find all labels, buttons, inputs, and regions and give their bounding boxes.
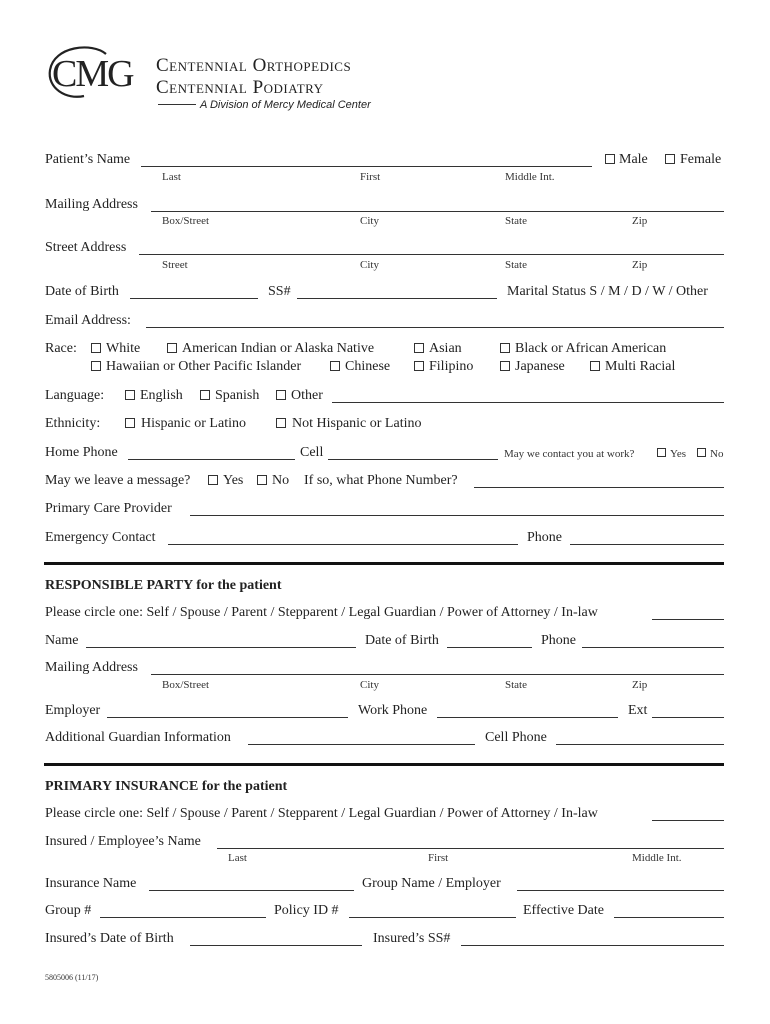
org-name-line1: Centennial Orthopedics (156, 55, 352, 76)
division-rule (158, 104, 196, 105)
lang-other-label: Other (291, 388, 323, 403)
form-code: 5805006 (11/17) (45, 973, 99, 982)
cell-phone-field[interactable] (556, 744, 724, 745)
race-chinese-checkbox[interactable] (330, 361, 340, 371)
home-phone-label: Home Phone (45, 445, 118, 460)
home-phone-field[interactable] (128, 459, 295, 460)
race-hawaiian-label: Hawaiian or Other Pacific Islander (106, 359, 302, 374)
lang-english-checkbox[interactable] (125, 390, 135, 400)
insurance-name-label: Insurance Name (45, 876, 137, 891)
message-label: May we leave a message? (45, 473, 191, 488)
sub-first: First (360, 171, 381, 183)
work-phone-field[interactable] (437, 717, 618, 718)
race-label: Race: (45, 341, 77, 356)
ss-field[interactable] (297, 298, 497, 299)
cell-field[interactable] (328, 459, 498, 460)
responsible-dob-field[interactable] (447, 647, 532, 648)
sub-city: City (360, 259, 379, 271)
contact-work-yes-checkbox[interactable] (657, 448, 666, 457)
responsible-party-heading: RESPONSIBLE PARTY for the patient (45, 578, 282, 593)
street-address-field[interactable] (139, 254, 724, 255)
eth-not-hispanic-checkbox[interactable] (276, 418, 286, 428)
race-black-checkbox[interactable] (500, 343, 510, 353)
cell-phone-label: Cell Phone (485, 730, 547, 745)
responsible-name-field[interactable] (86, 647, 356, 648)
responsible-dob-label: Date of Birth (365, 633, 439, 648)
contact-work-no-checkbox[interactable] (697, 448, 706, 457)
insured-ss-field[interactable] (461, 945, 724, 946)
phone-number-label: If so, what Phone Number? (304, 473, 458, 488)
sub-last: Last (228, 852, 247, 864)
dob-field[interactable] (130, 298, 258, 299)
female-checkbox[interactable] (665, 154, 675, 164)
lang-spanish-checkbox[interactable] (200, 390, 210, 400)
lang-other-checkbox[interactable] (276, 390, 286, 400)
lang-other-field[interactable] (332, 402, 724, 403)
race-multi-checkbox[interactable] (590, 361, 600, 371)
race-asian-label: Asian (429, 341, 462, 356)
guardian-info-field[interactable] (248, 744, 475, 745)
section-divider (44, 763, 724, 766)
insured-name-field[interactable] (217, 848, 724, 849)
message-no-label: No (272, 473, 290, 488)
emergency-phone-field[interactable] (570, 544, 724, 545)
responsible-phone-field[interactable] (582, 647, 724, 648)
sub-boxstreet: Box/Street (162, 679, 210, 691)
emergency-contact-label: Emergency Contact (45, 530, 156, 545)
org-name-line2: Centennial Podiatry (156, 77, 324, 98)
sub-state: State (505, 215, 527, 227)
sub-state: State (505, 679, 527, 691)
sub-middle: Middle Int. (505, 171, 555, 183)
responsible-circle-one[interactable]: Please circle one: Self / Spouse / Parent / Stepparent / Legal Guardian / Power of Attorney / In-law (45, 605, 598, 620)
sub-zip: Zip (632, 215, 648, 227)
group-name-field[interactable] (517, 890, 724, 891)
logo-text: CMG (52, 53, 133, 95)
email-label: Email Address: (45, 313, 131, 328)
mailing-address-label: Mailing Address (45, 197, 138, 212)
effective-date-label: Effective Date (523, 903, 604, 918)
male-label: Male (619, 152, 648, 167)
pcp-label: Primary Care Provider (45, 501, 172, 516)
race-japanese-label: Japanese (515, 359, 565, 374)
message-phone-field[interactable] (474, 487, 724, 488)
ethnicity-label: Ethnicity: (45, 416, 101, 431)
sub-city: City (360, 215, 379, 227)
message-no-checkbox[interactable] (257, 475, 267, 485)
race-chinese-label: Chinese (345, 359, 391, 374)
contact-work-yes-label: Yes (670, 448, 687, 460)
race-multi-label: Multi Racial (605, 359, 676, 374)
dob-label: Date of Birth (45, 284, 119, 299)
employer-label: Employer (45, 703, 101, 718)
emergency-contact-field[interactable] (168, 544, 518, 545)
race-white-checkbox[interactable] (91, 343, 101, 353)
group-number-field[interactable] (100, 917, 266, 918)
street-address-label: Street Address (45, 240, 127, 255)
section-divider (44, 562, 724, 565)
race-asian-checkbox[interactable] (414, 343, 424, 353)
sub-zip: Zip (632, 679, 648, 691)
insured-ss-label: Insured’s SS# (373, 931, 451, 946)
ss-label: SS# (268, 284, 291, 299)
sub-state: State (505, 259, 527, 271)
emergency-phone-label: Phone (527, 530, 562, 545)
mailing-address-field[interactable] (151, 211, 724, 212)
contact-work-no-label: No (710, 448, 724, 460)
female-label: Female (680, 152, 722, 167)
message-yes-label: Yes (223, 473, 244, 488)
marital-status-label[interactable]: Marital Status S / M / D / W / Other (507, 284, 708, 299)
responsible-other-field[interactable] (652, 619, 724, 620)
race-american-indian-label: American Indian or Alaska Native (182, 341, 375, 356)
responsible-phone-label: Phone (541, 633, 576, 648)
lang-english-label: English (140, 388, 183, 403)
eth-hispanic-checkbox[interactable] (125, 418, 135, 428)
guardian-info-label: Additional Guardian Information (45, 730, 231, 745)
sub-city: City (360, 679, 379, 691)
ext-field[interactable] (652, 717, 724, 718)
race-black-label: Black or African American (515, 341, 667, 356)
email-field[interactable] (146, 327, 724, 328)
group-number-label: Group # (45, 903, 92, 918)
race-white-label: White (106, 341, 141, 356)
division-text: A Division of Mercy Medical Center (200, 99, 371, 111)
sub-middle: Middle Int. (632, 852, 682, 864)
race-hawaiian-checkbox[interactable] (91, 361, 101, 371)
ext-label: Ext (628, 703, 648, 718)
effective-date-field[interactable] (614, 917, 724, 918)
primary-insurance-heading: PRIMARY INSURANCE for the patient (45, 779, 288, 794)
male-checkbox[interactable] (605, 154, 615, 164)
sub-street: Street (162, 259, 188, 271)
language-label: Language: (45, 388, 105, 403)
insured-dob-label: Insured’s Date of Birth (45, 931, 174, 946)
insurance-other-field[interactable] (652, 820, 724, 821)
responsible-name-label: Name (45, 633, 79, 648)
sub-zip: Zip (632, 259, 648, 271)
message-yes-checkbox[interactable] (208, 475, 218, 485)
sub-last: Last (162, 171, 181, 183)
policy-id-field[interactable] (349, 917, 516, 918)
sub-first: First (428, 852, 449, 864)
responsible-mailing-field[interactable] (151, 674, 724, 675)
race-american-indian-checkbox[interactable] (167, 343, 177, 353)
race-filipino-checkbox[interactable] (414, 361, 424, 371)
race-filipino-label: Filipino (429, 359, 474, 374)
employer-field[interactable] (107, 717, 348, 718)
responsible-mailing-label: Mailing Address (45, 660, 138, 675)
work-phone-label: Work Phone (358, 703, 428, 718)
insured-dob-field[interactable] (190, 945, 362, 946)
insured-name-label: Insured / Employee’s Name (45, 834, 201, 849)
sub-boxstreet: Box/Street (162, 215, 210, 227)
group-name-label: Group Name / Employer (362, 876, 501, 891)
patient-name-field[interactable] (141, 166, 592, 167)
cell-label: Cell (300, 445, 324, 460)
contact-work-label: May we contact you at work? (504, 448, 635, 460)
race-japanese-checkbox[interactable] (500, 361, 510, 371)
policy-id-label: Policy ID # (274, 903, 339, 918)
pcp-field[interactable] (190, 515, 724, 516)
eth-hispanic-label: Hispanic or Latino (141, 416, 246, 431)
insurance-circle-one[interactable]: Please circle one: Self / Spouse / Parent / Stepparent / Legal Guardian / Power of Attorney / In-law (45, 806, 598, 821)
patient-name-label: Patient’s Name (45, 152, 131, 167)
insurance-name-field[interactable] (149, 890, 354, 891)
lang-spanish-label: Spanish (215, 388, 260, 403)
eth-not-hispanic-label: Not Hispanic or Latino (292, 416, 422, 431)
